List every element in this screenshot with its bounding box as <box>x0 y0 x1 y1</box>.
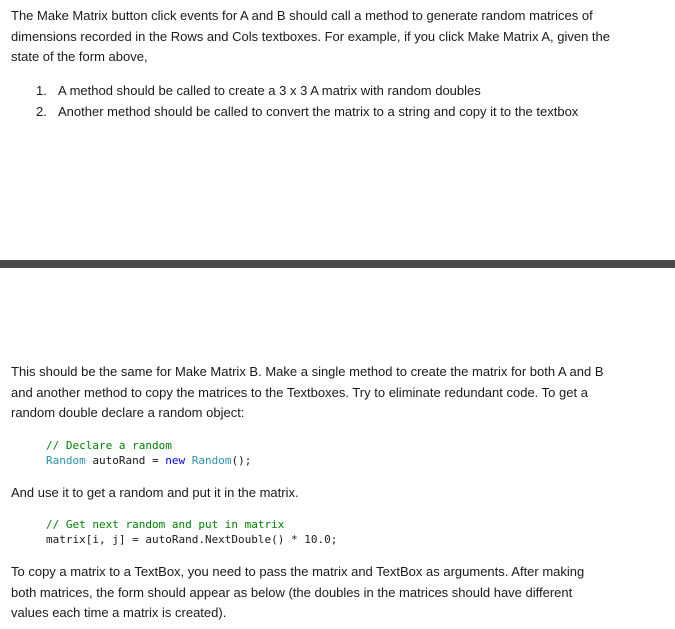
document-page-bottom <box>0 268 675 629</box>
code-variable: autoRand = <box>85 453 166 467</box>
code-end: (); <box>231 453 252 467</box>
section-b-line: and another method to copy the matrices to the Textboxes. Try to eliminate redundant code. To get a <box>11 384 588 400</box>
steps-list <box>36 80 578 122</box>
code-keyword: new <box>165 453 186 467</box>
code-type: Random <box>191 453 232 467</box>
intro-line: The Make Matrix button click events for A and B should call a method to generate random matrices of <box>11 8 593 23</box>
section-b-line: random double declare a random object: <box>11 405 245 420</box>
usage-paragraph <box>11 483 641 504</box>
closing-line: values each time a matrix is created). <box>11 605 227 620</box>
closing-line: both matrices, the form should appear as below (the doubles in the matrices should have different <box>11 584 573 600</box>
list-item-text: Another method should be called to convert the matrix to a string and copy it to the textbox <box>58 104 579 119</box>
page-break-divider <box>0 260 675 268</box>
code-comment: // Declare a random <box>46 439 172 452</box>
list-item-number: 2. <box>36 104 47 119</box>
section-b-paragraph <box>11 362 641 424</box>
code-space <box>185 454 192 467</box>
list-item-number: 1. <box>36 83 47 98</box>
usage-line: And use it to get a random and put it in the matrix. <box>11 485 299 500</box>
code-block-next <box>46 518 337 547</box>
code-statement: matrix[i, j] = autoRand.NextDouble() * 10.0; <box>46 532 338 546</box>
code-type: Random <box>46 453 86 467</box>
code-comment: // Get next random and put in matrix <box>46 518 285 531</box>
list-item-text: A method should be called to create a 3 x 3 A matrix with random doubles <box>58 83 481 98</box>
section-b-line: This should be the same for Make Matrix B. Make a single method to create the matrix for both A and B <box>11 364 604 379</box>
closing-line: To copy a matrix to a TextBox, you need to pass the matrix and TextBox as arguments. After making <box>11 564 585 579</box>
list-item <box>36 80 578 101</box>
intro-line: dimensions recorded in the Rows and Cols textboxes. For example, if you click Make Matrix A, given the <box>11 28 610 44</box>
code-block-declare <box>46 439 251 468</box>
closing-paragraph <box>11 562 641 624</box>
intro-paragraph <box>11 6 641 68</box>
document-page-top <box>0 0 675 260</box>
intro-line: state of the form above, <box>11 49 148 64</box>
list-item <box>36 101 578 122</box>
